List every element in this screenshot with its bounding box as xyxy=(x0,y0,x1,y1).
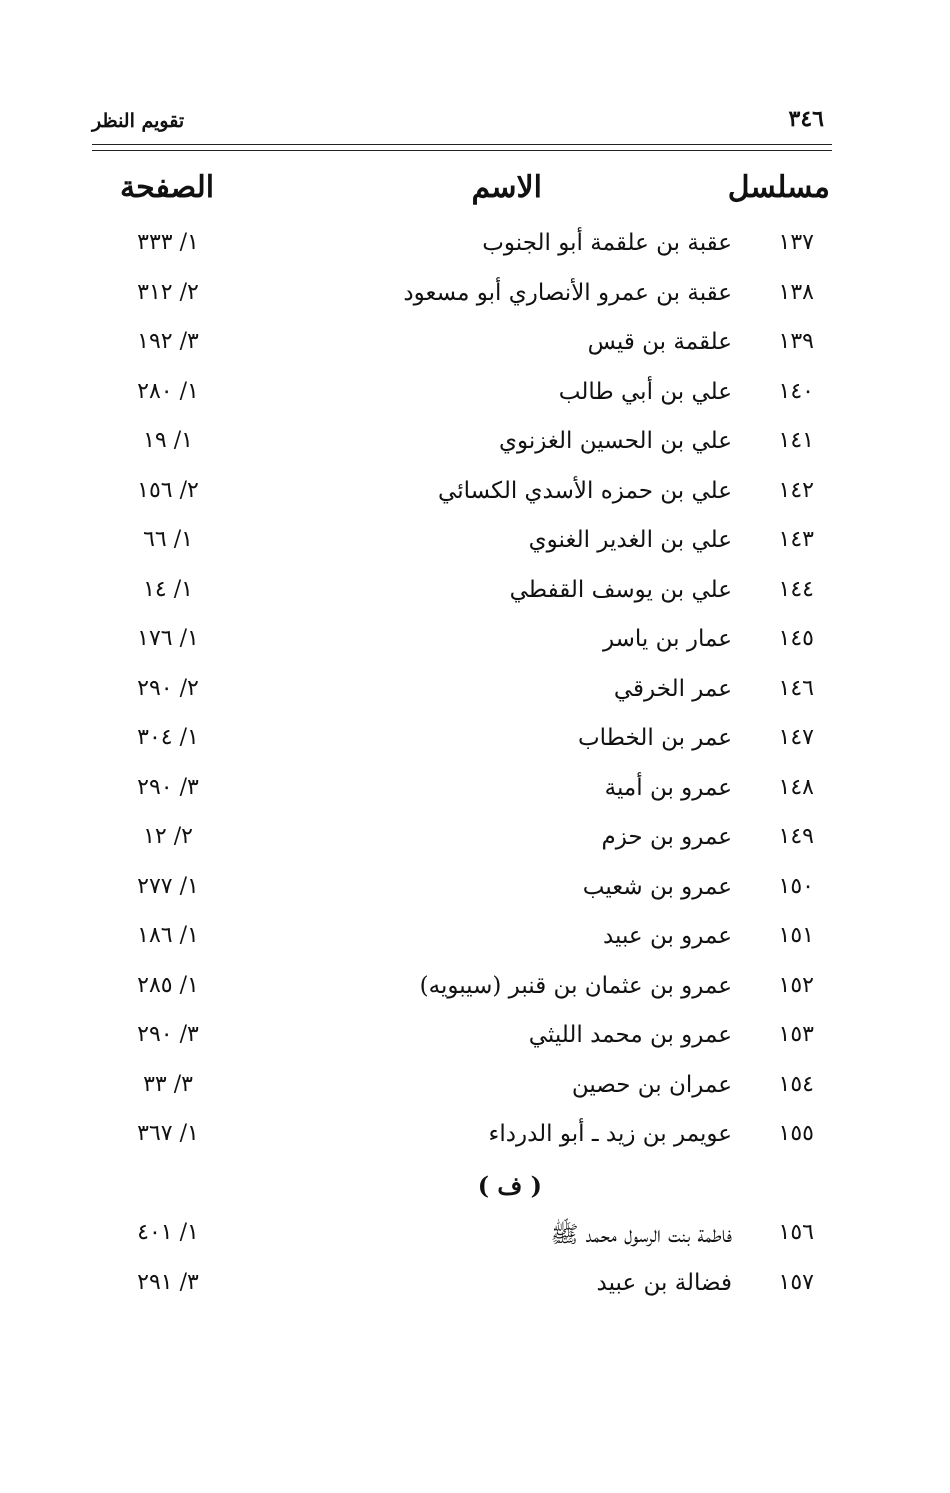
table-row xyxy=(92,274,832,324)
row-name: عمرو بن عبيد xyxy=(602,923,732,949)
table-row xyxy=(92,224,832,274)
row-name: علي بن حمزه الأسدي الكسائي xyxy=(438,477,732,504)
row-serial: ١٤٠ xyxy=(778,378,814,404)
table-row xyxy=(92,1066,832,1116)
row-serial: ١٤٦ xyxy=(778,675,814,701)
row-page: ٢/ ٣١٢ xyxy=(137,279,199,305)
table-row xyxy=(92,1214,832,1264)
table-row xyxy=(92,719,832,769)
row-page: ١/ ١٧٦ xyxy=(137,626,199,651)
table-row xyxy=(92,769,832,819)
row-serial: ١٥٧ xyxy=(778,1269,814,1295)
row-name: علقمة بن قيس xyxy=(587,329,732,355)
row-page: ١/ ٢٨٥ xyxy=(137,972,199,998)
row-page: ١/ ٣٠٤ xyxy=(137,725,199,750)
row-page: ٣/ ١٩٢ xyxy=(137,329,199,354)
row-page: ٢/ ١٢ xyxy=(143,824,193,849)
running-title: تقويم النظر xyxy=(92,110,185,132)
row-serial: ١٥١ xyxy=(778,923,814,948)
index-table xyxy=(92,224,832,1313)
row-serial: ١٥٠ xyxy=(778,873,814,899)
row-name: علي بن أبي طالب xyxy=(558,378,732,405)
row-name: عمر بن الخطاب xyxy=(577,725,732,751)
row-page: ٢/ ١٥٦ xyxy=(137,477,199,503)
row-page: ١/ ٦٦ xyxy=(143,527,193,552)
row-name: عمرو بن عثمان بن قنبر (سيبويه) xyxy=(419,972,732,999)
row-name: فضالة بن عبيد xyxy=(596,1269,732,1296)
row-page: ١/ ١٤ xyxy=(143,576,193,602)
column-header-name: الاسم xyxy=(471,170,542,205)
row-page: ١/ ٤٠١ xyxy=(137,1220,199,1245)
row-serial: ١٥٤ xyxy=(778,1071,814,1097)
row-serial: ١٤٧ xyxy=(778,725,814,750)
table-row xyxy=(92,422,832,472)
table-row xyxy=(92,472,832,522)
row-serial: ١٣٧ xyxy=(778,230,814,255)
column-header-page: الصفحة xyxy=(120,170,215,205)
row-page: ٣/ ٢٩٠ xyxy=(137,774,199,800)
header-rule-bottom xyxy=(92,150,832,151)
row-page: ٣/ ٢٩٠ xyxy=(137,1022,199,1047)
table-row xyxy=(92,571,832,621)
table-row xyxy=(92,620,832,670)
row-page: ١/ ١٨٦ xyxy=(137,923,199,948)
column-header-serial: مسلسل xyxy=(727,170,830,205)
header-rule-top xyxy=(92,144,832,145)
table-row xyxy=(92,323,832,373)
row-serial: ١٥٥ xyxy=(778,1121,814,1146)
row-name: علي بن يوسف القفطي xyxy=(509,576,732,603)
page-number: ٣٤٦ xyxy=(788,106,824,132)
row-name: علي بن الغدير الغنوي xyxy=(528,527,732,553)
row-serial: ١٤٥ xyxy=(778,626,814,651)
row-serial: ١٣٨ xyxy=(778,279,814,305)
table-row xyxy=(92,1264,832,1314)
row-serial: ١٤١ xyxy=(778,428,814,453)
row-page: ٢/ ٢٩٠ xyxy=(137,675,199,701)
row-name: علي بن الحسين الغزنوي xyxy=(498,428,732,454)
row-serial: ١٥٦ xyxy=(778,1220,814,1245)
row-name: عويمر بن زيد ـ أبو الدرداء xyxy=(488,1121,732,1147)
row-serial: ١٤٤ xyxy=(778,576,814,602)
row-page: ١/ ١٩ xyxy=(143,428,193,453)
table-row xyxy=(92,868,832,918)
table-row xyxy=(92,917,832,967)
row-name: فاطمة بنت الرسول محمد ﷺ xyxy=(550,1222,732,1248)
row-name: عقبة بن عمرو الأنصاري أبو مسعود xyxy=(403,279,732,306)
row-name: عمرو بن حزم xyxy=(601,824,732,850)
row-serial: ١٥٣ xyxy=(778,1022,814,1047)
row-page: ٣/ ٣٣ xyxy=(143,1071,193,1097)
row-serial: ١٤٢ xyxy=(778,477,814,503)
row-page: ١/ ٣٣٣ xyxy=(137,230,199,255)
row-serial: ١٤٨ xyxy=(778,774,814,800)
table-row xyxy=(92,670,832,720)
table-row xyxy=(92,818,832,868)
row-name: عمران بن حصين xyxy=(571,1071,732,1098)
row-page: ٣/ ٢٩١ xyxy=(137,1269,199,1295)
table-row xyxy=(92,521,832,571)
row-serial: ١٣٩ xyxy=(778,329,814,354)
row-page: ١/ ٢٧٧ xyxy=(137,873,199,899)
row-name: عمرو بن أمية xyxy=(604,774,732,801)
row-name: عمار بن ياسر xyxy=(602,626,732,652)
page-header xyxy=(92,104,832,140)
table-row xyxy=(92,1016,832,1066)
row-name: عمرو بن شعيب xyxy=(582,873,732,900)
section-letter: ( ف ) xyxy=(477,1170,542,1200)
row-name: عمرو بن محمد الليثي xyxy=(528,1022,732,1048)
row-name: عقبة بن علقمة أبو الجنوب xyxy=(482,230,732,256)
table-row xyxy=(92,1115,832,1165)
row-page: ١/ ٣٦٧ xyxy=(137,1121,199,1146)
row-page: ١/ ٢٨٠ xyxy=(137,378,199,404)
row-serial: ١٤٩ xyxy=(778,824,814,849)
column-headers xyxy=(92,170,832,220)
row-serial: ١٥٢ xyxy=(778,972,814,998)
section-heading xyxy=(92,1165,832,1215)
row-serial: ١٤٣ xyxy=(778,527,814,552)
table-row xyxy=(92,967,832,1017)
table-row xyxy=(92,373,832,423)
row-name: عمر الخرقي xyxy=(613,675,732,702)
